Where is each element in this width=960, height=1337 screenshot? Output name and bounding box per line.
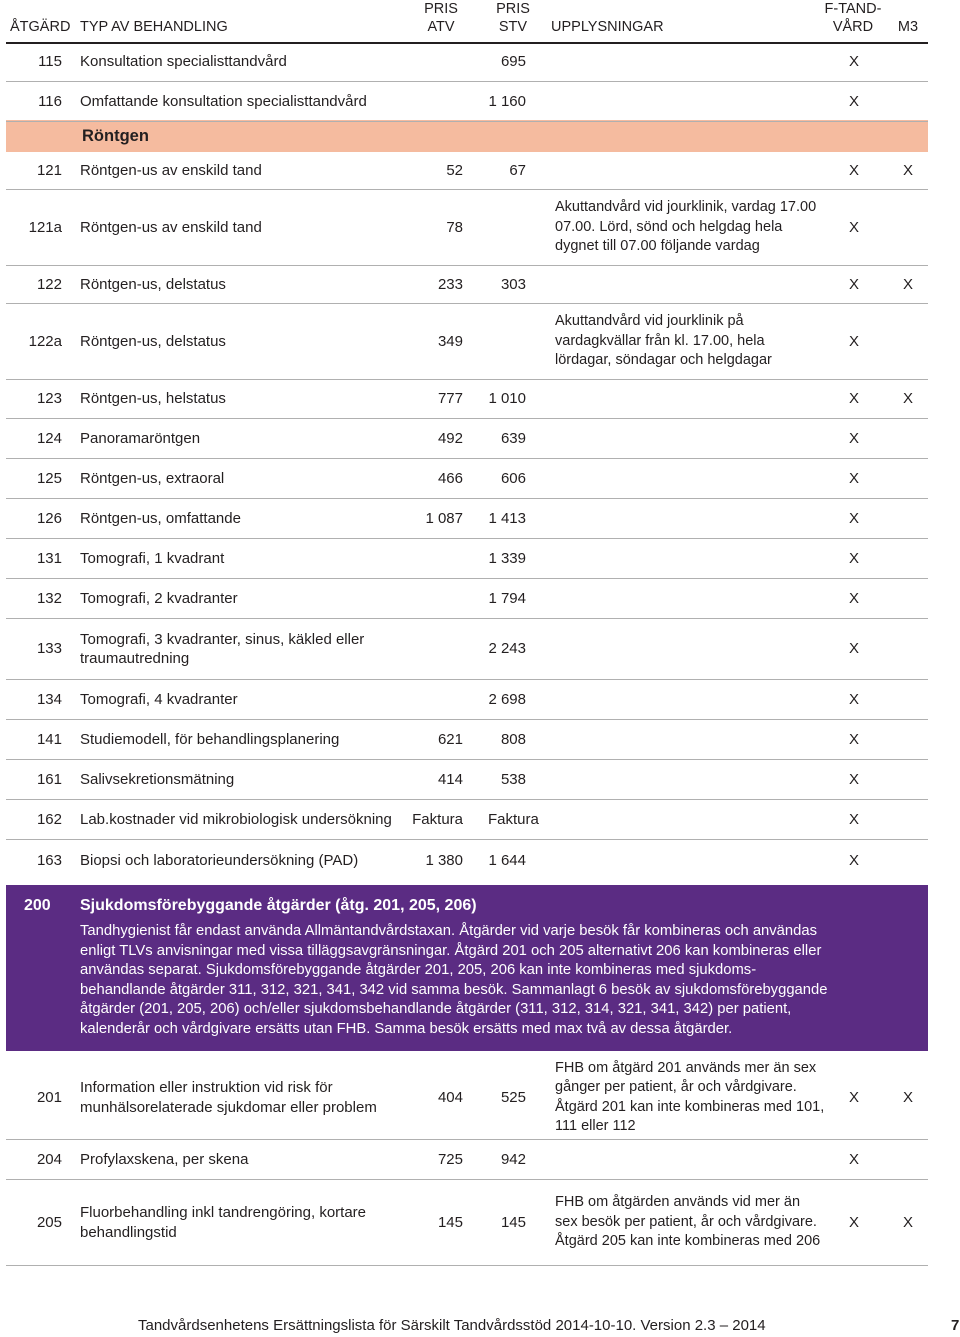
cell-code: 162 bbox=[36, 810, 62, 828]
cell-code: 121a bbox=[28, 218, 62, 236]
cell-info bbox=[555, 380, 829, 418]
cell-code: 122a bbox=[28, 332, 62, 350]
cell-m3 bbox=[890, 800, 926, 839]
cell-name: Röntgen-us, delstatus bbox=[80, 275, 226, 293]
cell-m3 bbox=[890, 1140, 926, 1179]
table-row bbox=[6, 459, 928, 499]
cell-m3: X bbox=[902, 161, 913, 179]
header-stv bbox=[488, 0, 538, 36]
cell-atv bbox=[366, 680, 463, 719]
section-code: 200 bbox=[24, 897, 51, 914]
cell-m3 bbox=[890, 579, 926, 618]
cell-name: Röntgen-us, omfattande bbox=[80, 509, 241, 527]
cell-name: Omfattande konsultation specialisttandvård bbox=[80, 92, 367, 110]
cell-atv: Faktura bbox=[412, 810, 463, 828]
cell-code: 131 bbox=[36, 549, 62, 567]
cell-info bbox=[555, 619, 829, 679]
page-footer: Tandvårdsenhetens Ersättningslista för Särskilt Tandvårdsstöd 2014-10-10. Version 2.3 – 2014 bbox=[138, 1317, 766, 1334]
table-row bbox=[6, 539, 928, 579]
cell-info bbox=[555, 680, 829, 719]
table-row bbox=[6, 1140, 928, 1180]
cell-name: Konsultation specialisttandvård bbox=[80, 52, 287, 70]
cell-stv: 942 bbox=[500, 1150, 526, 1168]
cell-name: Panoramaröntgen bbox=[80, 429, 201, 447]
table-row bbox=[6, 1180, 928, 1266]
table-row bbox=[6, 720, 928, 760]
header-ft-line1: F-TAND- bbox=[824, 1, 882, 17]
cell-m3: X bbox=[902, 390, 913, 408]
cell-info bbox=[555, 266, 829, 303]
section-title: Sjukdomsförebyggande åtgärder (åtg. 201, 205, 206) bbox=[80, 897, 477, 914]
cell-atv: 725 bbox=[437, 1150, 463, 1168]
cell-name: Röntgen-us, helstatus bbox=[80, 390, 226, 408]
cell-ft: X bbox=[848, 275, 859, 293]
cell-m3 bbox=[890, 539, 926, 578]
header-atv-line1: PRIS bbox=[424, 1, 458, 17]
cell-atv: 404 bbox=[437, 1088, 463, 1106]
table-row bbox=[6, 800, 928, 840]
cell-info: Akuttandvård vid jourklinik på vardagkvällar från kl. 17.00, hela lördagar, söndagar och helgdagar bbox=[555, 313, 772, 369]
cell-m3 bbox=[890, 190, 926, 265]
cell-m3: X bbox=[902, 1213, 913, 1231]
cell-atv: 414 bbox=[437, 770, 463, 788]
header-ft-line2: VÅRD bbox=[832, 19, 874, 35]
cell-ft: X bbox=[848, 810, 859, 828]
header-info: UPPLYSNINGAR bbox=[551, 19, 664, 35]
cell-stv: 525 bbox=[500, 1088, 526, 1106]
table-row bbox=[6, 266, 928, 304]
cell-name: Profylaxskena, per skena bbox=[80, 1150, 249, 1168]
cell-name: Tomografi, 2 kvadranter bbox=[80, 589, 238, 607]
cell-code: 126 bbox=[36, 509, 62, 527]
cell-code: 204 bbox=[36, 1150, 62, 1168]
cell-code: 132 bbox=[36, 589, 62, 607]
cell-stv: 1 010 bbox=[488, 390, 526, 408]
cell-name: Röntgen-us av enskild tand bbox=[80, 218, 262, 236]
cell-m3 bbox=[890, 760, 926, 799]
cell-atv bbox=[366, 539, 463, 578]
cell-code: 205 bbox=[36, 1213, 62, 1231]
header-m3: M3 bbox=[897, 19, 919, 35]
cell-info: FHB om åtgärden används vid mer än sex besök per patient, år och vårdgivare. Åtgärd 205 kan inte kombineras med 206 bbox=[555, 1194, 821, 1250]
cell-ft: X bbox=[848, 218, 859, 236]
cell-atv: 145 bbox=[437, 1213, 463, 1231]
cell-name: Röntgen-us, delstatus bbox=[80, 332, 226, 350]
cell-info bbox=[555, 82, 829, 121]
cell-m3 bbox=[890, 680, 926, 719]
cell-name: Tomografi, 4 kvadranter bbox=[80, 690, 238, 708]
cell-info bbox=[555, 1140, 829, 1179]
table-row bbox=[6, 1056, 928, 1140]
cell-ft: X bbox=[848, 730, 859, 748]
cell-atv: 1 087 bbox=[425, 509, 463, 527]
cell-code: 125 bbox=[36, 469, 62, 487]
cell-stv: 639 bbox=[500, 429, 526, 447]
header-code: ÅTGÄRD bbox=[10, 19, 71, 35]
cell-info: Akuttandvård vid jourklinik, vardag 17.00 07.00. Lörd, sönd och helgdag hela dygnet till 07.00 följande vardag bbox=[555, 199, 817, 255]
section-rontgen-title: Röntgen bbox=[82, 127, 149, 145]
cell-stv: 67 bbox=[509, 161, 526, 179]
cell-code: 201 bbox=[36, 1088, 62, 1106]
cell-m3 bbox=[890, 459, 926, 498]
cell-ft: X bbox=[848, 469, 859, 487]
table-row bbox=[6, 499, 928, 539]
cell-info bbox=[555, 459, 829, 498]
table-row bbox=[6, 152, 928, 190]
cell-stv: 1 644 bbox=[488, 851, 526, 869]
header-stv-line2: STV bbox=[498, 19, 528, 35]
header-atv-line2: ATV bbox=[427, 19, 455, 35]
header-stv-line1: PRIS bbox=[496, 1, 530, 17]
cell-ft: X bbox=[848, 92, 859, 110]
cell-info bbox=[555, 419, 829, 458]
cell-code: 122 bbox=[36, 275, 62, 293]
cell-ft: X bbox=[848, 770, 859, 788]
cell-code: 124 bbox=[36, 429, 62, 447]
table-row bbox=[6, 82, 928, 122]
header-atv bbox=[416, 0, 466, 36]
table-row bbox=[6, 42, 928, 82]
cell-stv: 538 bbox=[500, 770, 526, 788]
cell-m3 bbox=[890, 419, 926, 458]
cell-ft: X bbox=[848, 1150, 859, 1168]
section-rontgen bbox=[6, 120, 928, 152]
cell-ft: X bbox=[848, 589, 859, 607]
cell-atv bbox=[366, 42, 463, 81]
cell-ft: X bbox=[848, 1213, 859, 1231]
table-row bbox=[6, 304, 928, 380]
table-row bbox=[6, 619, 928, 680]
cell-code: 141 bbox=[36, 730, 62, 748]
cell-name: Biopsi och laboratorieundersökning (PAD) bbox=[80, 851, 359, 869]
cell-code: 115 bbox=[38, 52, 62, 70]
cell-stv: 1 794 bbox=[488, 589, 526, 607]
cell-code: 133 bbox=[36, 640, 62, 658]
cell-name: Röntgen-us, extraoral bbox=[80, 469, 225, 487]
cell-stv: 808 bbox=[500, 730, 526, 748]
table-row bbox=[6, 419, 928, 459]
cell-m3 bbox=[890, 499, 926, 538]
cell-atv bbox=[366, 579, 463, 618]
cell-name: Tomografi, 1 kvadrant bbox=[80, 549, 225, 567]
cell-stv: 1 160 bbox=[488, 92, 526, 110]
cell-info bbox=[555, 720, 829, 759]
cell-m3 bbox=[890, 82, 926, 121]
cell-m3 bbox=[890, 619, 926, 679]
cell-m3 bbox=[890, 304, 926, 379]
table-row bbox=[6, 760, 928, 800]
cell-code: 163 bbox=[36, 851, 62, 869]
cell-ft: X bbox=[848, 332, 859, 350]
header-name: TYP AV BEHANDLING bbox=[80, 19, 228, 35]
cell-ft: X bbox=[848, 1088, 859, 1106]
cell-name: Salivsekretionsmätning bbox=[80, 770, 235, 788]
cell-ft: X bbox=[848, 549, 859, 567]
cell-info bbox=[555, 539, 829, 578]
table-row bbox=[6, 840, 928, 881]
section-sjukdomsforebyggande bbox=[6, 885, 928, 1051]
cell-ft: X bbox=[848, 161, 859, 179]
cell-stv: 695 bbox=[500, 52, 526, 70]
cell-name: Tomografi, 3 kvadranter, sinus, käkled eller traumautredning bbox=[80, 630, 365, 667]
cell-info bbox=[555, 42, 829, 81]
cell-stv: 1 339 bbox=[488, 549, 526, 567]
table-row bbox=[6, 380, 928, 419]
cell-ft: X bbox=[848, 390, 859, 408]
cell-atv: 466 bbox=[437, 469, 463, 487]
cell-ft: X bbox=[848, 509, 859, 527]
cell-m3: X bbox=[902, 275, 913, 293]
table-row bbox=[6, 579, 928, 619]
cell-code: 134 bbox=[36, 690, 62, 708]
cell-atv: 349 bbox=[437, 332, 463, 350]
cell-info bbox=[555, 152, 829, 189]
cell-info bbox=[555, 499, 829, 538]
cell-code: 123 bbox=[36, 390, 62, 408]
cell-info: FHB om åtgärd 201 används mer än sex gånger per patient, år och vårdgivare. Åtgärd 201 kan inte kombineras med 101, 111 eller 112 bbox=[555, 1059, 825, 1134]
cell-atv bbox=[366, 619, 463, 679]
cell-name: Lab.kostnader vid mikrobiologisk undersökning bbox=[80, 810, 392, 828]
cell-atv: 233 bbox=[437, 275, 463, 293]
cell-info bbox=[555, 760, 829, 799]
cell-stv: Faktura bbox=[488, 810, 539, 828]
cell-atv: 621 bbox=[437, 730, 463, 748]
cell-m3 bbox=[890, 720, 926, 759]
cell-code: 116 bbox=[38, 92, 62, 110]
cell-ft: X bbox=[848, 640, 859, 658]
cell-atv: 777 bbox=[437, 390, 463, 408]
cell-code: 121 bbox=[36, 161, 62, 179]
cell-ft: X bbox=[848, 851, 859, 869]
cell-info bbox=[555, 840, 829, 881]
cell-stv: 145 bbox=[500, 1213, 526, 1231]
cell-atv: 1 380 bbox=[425, 851, 463, 869]
section-description: Tandhygienist får endast använda Allmäntandvårdstaxan. Åtgärder vid varje besök får kombineras och användas enligt TLVs anvisningar med vissa tilläggsavgränsningar. Åtgärd 201 och 205 alternativt 206 kan kombineras eller användas separat. Sjukdomsförebyggande åtgärder 201, 205, 206 kan inte kombineras med sjukdoms-behandlande åtgärder 311, 312, 321, 341, 342 vid samma besök. Sammanlagt 6 besök av sjukdomsförebyggande åtgärder (201, 205, 206) och/eller sjukdomsbehandlande åtgärder (311, 312, 314, 321, 341, 342) per patient, kalenderår och vårdgivare ersätts utan FHB. Samma besök ersätts med max två av dessa åtgärder. bbox=[80, 923, 828, 1037]
cell-name: Information eller instruktion vid risk för munhälsorelaterade sjukdomar eller problem bbox=[80, 1079, 377, 1116]
cell-m3 bbox=[890, 42, 926, 81]
cell-stv: 2 698 bbox=[488, 690, 526, 708]
cell-stv: 606 bbox=[500, 469, 526, 487]
cell-atv: 52 bbox=[446, 161, 463, 179]
table-row bbox=[6, 190, 928, 266]
cell-name: Fluorbehandling inkl tandrengöring, kortare behandlingstid bbox=[80, 1204, 367, 1241]
cell-atv: 492 bbox=[437, 429, 463, 447]
cell-info bbox=[555, 579, 829, 618]
cell-atv: 78 bbox=[446, 218, 463, 236]
table-row bbox=[6, 680, 928, 720]
cell-stv: 2 243 bbox=[488, 640, 526, 658]
cell-info bbox=[555, 800, 829, 839]
cell-ft: X bbox=[848, 52, 859, 70]
cell-stv bbox=[476, 190, 526, 265]
cell-name: Röntgen-us av enskild tand bbox=[80, 161, 262, 179]
cell-m3: X bbox=[902, 1088, 913, 1106]
header-ftandvard bbox=[816, 0, 890, 36]
cell-ft: X bbox=[848, 429, 859, 447]
cell-stv bbox=[476, 304, 526, 379]
cell-stv: 1 413 bbox=[488, 509, 526, 527]
table-header bbox=[6, 0, 928, 44]
cell-code: 161 bbox=[36, 770, 62, 788]
cell-m3 bbox=[890, 840, 926, 881]
cell-atv bbox=[366, 82, 463, 121]
cell-ft: X bbox=[848, 690, 859, 708]
cell-name: Studiemodell, för behandlingsplanering bbox=[80, 730, 340, 748]
cell-stv: 303 bbox=[500, 275, 526, 293]
page-number: 7 bbox=[951, 1317, 960, 1334]
